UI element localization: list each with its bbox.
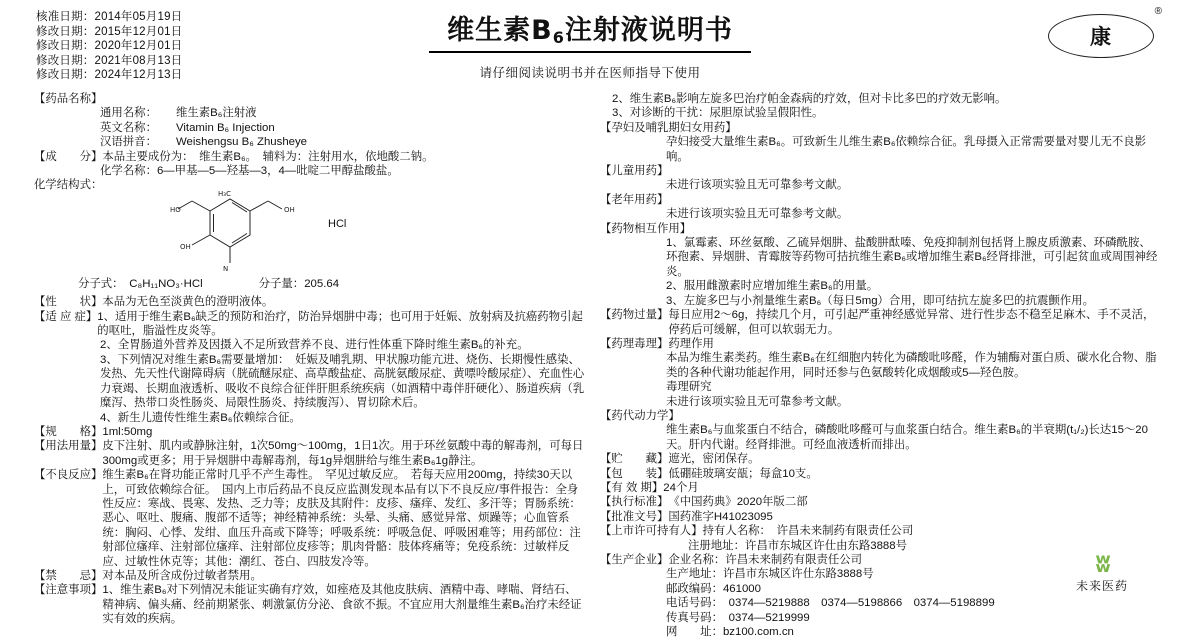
company-logo-icon: ʬ — [1095, 549, 1109, 579]
approval-dates — [36, 10, 182, 83]
logo-oval-icon — [1048, 14, 1154, 58]
section-adverse-label: 【不良反应】 — [34, 469, 103, 482]
page-subtitle: 请仔细阅读说明书并在医师指导下使用 — [479, 66, 701, 80]
svg-text:H₃C: H₃C — [218, 190, 231, 198]
structure-svg-icon — [118, 191, 378, 277]
section-pregnancy-label: 【孕妇及哺乳期妇女用药】 — [600, 121, 737, 134]
section-mah — [600, 524, 1160, 538]
title-tail: 注射液说明书 — [564, 15, 733, 46]
section-storage-text: 遮光，密闭保存。 — [668, 453, 760, 466]
section-overdose — [600, 308, 1160, 337]
section-contraindication-text: 对本品及所含成份过敏者禁用。 — [102, 569, 262, 582]
section-mah-label: 【上市许可持有人】 — [600, 525, 703, 538]
date-line: 修改日期：2015年12月01日 — [36, 25, 183, 38]
table-row — [100, 106, 586, 120]
manufacturer-phone: 电话号码： 0374—5219888 0374—5198866 0374—5198899 — [666, 597, 995, 610]
pinyin-key: 汉语拼音： — [100, 136, 157, 149]
section-approval-text: 国药准字H41023095 — [668, 510, 773, 523]
section-indications — [34, 310, 586, 339]
generic-name-key: 通用名称： — [100, 107, 157, 120]
english-name-value: Vitamin B₆ Injection — [176, 121, 275, 134]
section-approval-label: 【批准文号】 — [600, 510, 669, 523]
section-expiry-text: 24个月 — [663, 481, 699, 494]
section-contraindication-label: 【禁 忌】 — [34, 569, 103, 582]
date-line: 修改日期：2024年12月13日 — [36, 69, 183, 82]
section-dosage-text: 皮下注射、肌内或静脉注射，1次50mg～100mg，1日1次。用于环丝氨酸中毒的解毒剂，可每日300mg或更多；用于异烟肼中毒解毒剂，每1g异烟肼给与维生素B₆1g静注。 — [102, 440, 584, 467]
page-title — [429, 8, 751, 53]
section-standard-label: 【执行标准】 — [600, 496, 669, 509]
company-logo-name: 未来医药 — [1075, 579, 1128, 593]
english-name-key: 英文名称： — [100, 121, 157, 134]
section-contraindication — [34, 569, 586, 583]
structure-label: 化学结构式： — [34, 179, 103, 192]
section-dosage-label: 【用法用量】 — [34, 440, 103, 453]
section-package-text: 低硼硅玻璃安瓿；每盒10支。 — [668, 467, 818, 480]
logo-character: 康 — [1090, 26, 1112, 49]
molecular-weight: 分子量：205.64 — [258, 277, 340, 290]
section-standard — [600, 495, 1160, 509]
title-block — [330, 8, 850, 81]
section-interactions-label: 【药物相互作用】 — [600, 222, 692, 235]
section-interactions-item: 2、服用雌激素时应增加维生素B₆的用量。 — [666, 280, 879, 293]
section-pediatric-label: 【儿童用药】 — [600, 165, 669, 178]
section-approval — [600, 510, 1160, 524]
section-pregnancy-text: 孕妇接受大量维生素B₆。可致新生儿维生素B₆依赖综合征。乳母摄入正常需要量对婴儿无不良影响。 — [666, 136, 1147, 163]
date-line: 核准日期：2014年05月19日 — [36, 11, 183, 23]
section-expiry — [600, 481, 1160, 495]
document-header — [0, 0, 1182, 86]
section-manufacturer-label: 【生产企业】 — [600, 554, 669, 566]
section-drug-name-label: 【药品名称】 — [34, 93, 103, 105]
section-overdose-text: 每日应用2～6g，持续几个月，可引起严重神经感觉异常、进行性步态不稳至足麻木、手不灵活，停药后可缓解，但可以软弱无力。 — [668, 309, 1155, 336]
section-package — [600, 467, 1160, 481]
section-pediatric-text: 未进行该项实验且无可靠参考文献。 — [666, 179, 849, 192]
section-interactions-item: 1、氯霉素、环丝氨酸、乙硫异烟肼、盐酸肼酞嗪、免疫抑制剂包括肾上腺皮质激素、环磷酰胺、环孢素、异烟肼、青霉胺等药物可拮抗维生素B₆或增加维生素B₆经肾排泄，可引起贫血或周围神经炎。 — [666, 237, 1158, 278]
chemical-name: 化学名称：6—甲基—5—羟基—3，4—吡啶二甲醇盐酸盐。 — [100, 165, 399, 178]
pharmacology-text-1: 本品为维生素类药。维生素B₆在红细胞内转化为磷酸吡哆醛，作为辅酶对蛋白质、碳水化合物、脂类的各种代谢功能起作用，同时还参与色氨酸转化成烟酸或5—羟色胺。 — [666, 352, 1157, 379]
section-appearance-text: 本品为无色至淡黄色的澄明液体。 — [102, 296, 274, 309]
hcl-label: HCl — [328, 217, 347, 230]
svg-text:HO: HO — [170, 205, 181, 214]
section-precautions-text: 1、维生素B₆对下列情况未能证实确有疗效，如痤疮及其他皮肤病、酒精中毒、哮喘、肾结石、精神病、偏头痛、经前期紧张、刺激氯仿分泌、食欲不振。不宜应用大剂量维生素B₆治疗未经证实有效的疾病。 — [102, 584, 582, 626]
section-indications-item: 2、全胃肠道外营养及因摄入不足所致营养不良、进行性体重下降时维生素B₆的补充。 — [100, 339, 529, 352]
section-storage-label: 【贮 藏】 — [600, 453, 669, 466]
section-indications-item: 4、新生儿遗传性维生素B₆依赖综合征。 — [100, 411, 301, 424]
section-composition-text: 本品主要成份为： 维生素B₆。 辅料为：注射用水，依地酸二钠。 — [102, 150, 434, 163]
section-specification-label: 【规 格】 — [34, 425, 103, 438]
pinyin-value: Weishengsu B₆ Zhusheye — [176, 136, 308, 149]
section-pharmacokinetics-label: 【药代动力学】 — [600, 409, 680, 422]
brand-logo — [1048, 6, 1162, 60]
drug-name-rows — [100, 106, 586, 149]
section-pediatric — [600, 164, 1160, 178]
content-columns — [0, 92, 1182, 639]
svg-text:N: N — [223, 264, 229, 273]
table-row — [100, 121, 586, 135]
pharmacology-text-2: 未进行该项实验且无可靠参考文献。 — [666, 395, 849, 408]
section-precautions — [34, 583, 586, 626]
date-line: 修改日期：2020年12月01日 — [36, 40, 183, 53]
section-pharmacokinetics-text: 维生素B₆与血浆蛋白不结合，磷酸吡哆醛可与血浆蛋白结合。维生素B₆的半衰期(t₁/₂)长达15～20天。肝内代谢。经肾排泄。可经血液透析而排出。 — [666, 424, 1148, 451]
manufacturer-website[interactable]: 网 址：bz100.com.cn — [666, 626, 794, 639]
section-pharmacology — [600, 337, 1160, 351]
section-adverse-text: 维生素B₆在肾功能正常时几乎不产生毒性。 罕见过敏反应。 若每天应用200mg，持续30天以上，可致依赖综合征。 国内上市后药品不良反应监测发现本品有以下不良反应/事件报告：全身性反应：寒战、畏寒、发热、乏力等；皮肤及其附件：皮疹、瘙痒、发红、多汗等；胃肠系统：恶心、呕吐、腹痛、腹部不适等；神经精神系统：头晕、头痛、感觉异常、烦躁等；心血管系统：胸闷、心悸、发绀、血压升高或下降等；呼吸系统：呼吸急促、呼吸困难等；用药部位：注射部位瘙痒、注射部位瘙痒、注射部位皮疹等；肌肉骨骼：肢体疼痛等；免疫系统：过敏样反应、过敏性休克等；其他：潮红、苍白、四肢发冷等。 — [102, 469, 581, 568]
section-indications-item: 1、适用于维生素B₆缺乏的预防和治疗，防治异烟肼中毒；也可用于妊娠、放射病及抗癌药物引起的呕吐，脂溢性皮炎等。 — [97, 310, 583, 338]
svg-text:OH: OH — [180, 242, 191, 251]
formula-row — [78, 277, 586, 291]
manufacturer-name: 企业名称：许昌未来制药有限责任公司 — [668, 554, 863, 566]
section-mah-address: 注册地址：许昌市东城区许仕由东路3888号 — [688, 539, 907, 552]
pharmacology-sub-2: 毒理研究 — [666, 381, 712, 394]
section-interactions-item: 3、左旋多巴与小剂量维生素B₆（每日5mg）合用，即可结抗左旋多巴的抗震颤作用。 — [666, 294, 1094, 307]
manufacturer-address: 生产地址：许昌市东城区许仕东路3888号 — [666, 568, 874, 581]
section-dosage — [34, 439, 586, 468]
section-expiry-label: 【有 效 期】 — [600, 481, 664, 494]
section-geriatric — [600, 193, 1160, 207]
chemical-structure-diagram — [100, 190, 586, 277]
section-appearance-label: 【性 状】 — [34, 296, 103, 309]
section-standard-text: 《中国药典》2020年版二部 — [668, 496, 808, 509]
table-row — [100, 135, 586, 149]
company-footer-logo — [1042, 549, 1162, 597]
section-adverse — [34, 468, 586, 569]
precautions-item-3: 3、对诊断的干扰：尿胆原试验呈假阳性。 — [612, 107, 824, 120]
section-indications-label: 【适 应 症】 — [34, 310, 98, 323]
section-mah-text: 持有人名称： 许昌未来制药有限责任公司 — [702, 525, 914, 538]
left-column — [34, 92, 586, 627]
generic-name-value: 维生素B₆注射液 — [176, 107, 257, 120]
precautions-item-2: 2、维生素B₆影响左旋多巴治疗帕金森病的疗效，但对卡比多巴的疗效无影响。 — [612, 93, 1007, 105]
section-pharmacology-label: 【药理毒理】 — [600, 337, 669, 350]
section-appearance — [34, 295, 586, 309]
molecular-formula: 分子式： C₈H₁₁NO₃·HCl — [78, 277, 203, 290]
title-main: 维生素B — [447, 15, 553, 46]
section-composition — [34, 150, 586, 164]
section-geriatric-label: 【老年用药】 — [600, 193, 669, 206]
section-specification-text: 1ml:50mg — [102, 425, 153, 438]
section-geriatric-text: 未进行该项实验且无可靠参考文献。 — [666, 208, 849, 221]
date-line: 修改日期：2021年08月13日 — [36, 54, 183, 67]
section-composition-label: 【成 分】 — [34, 150, 103, 163]
registered-mark-icon: ® — [1154, 6, 1162, 17]
svg-text:OH: OH — [284, 205, 295, 214]
section-precautions-label: 【注意事项】 — [34, 584, 103, 597]
section-indications-item: 3、下列情况对维生素B₆需要量增加： 妊娠及哺乳期、甲状腺功能亢进、烧伤、长期慢性感染、发热、先天性代谢障碍病（胱硫醚尿症、高草酸盐症、高胱氨酸尿症、黄嘌呤酸尿症）、充血性心力衰竭、长期血液透析、吸收不良综合征伴肝胆系统疾病（如酒精中毒伴肝硬化）、肠道疾病（乳糜泻、热带口炎性肠炎、局限性肠炎、持续腹泻）、胃切除术后。 — [100, 353, 585, 410]
section-overdose-label: 【药物过量】 — [600, 309, 669, 322]
section-storage — [600, 452, 1160, 466]
section-specification — [34, 425, 586, 439]
title-subscript: 6 — [552, 28, 565, 47]
section-package-label: 【包 装】 — [600, 467, 669, 480]
manufacturer-fax: 传真号码： 0374—5219999 — [666, 611, 810, 624]
manufacturer-postcode: 邮政编码：461000 — [666, 582, 761, 595]
pharmacology-sub-1: 药理作用 — [668, 337, 714, 350]
